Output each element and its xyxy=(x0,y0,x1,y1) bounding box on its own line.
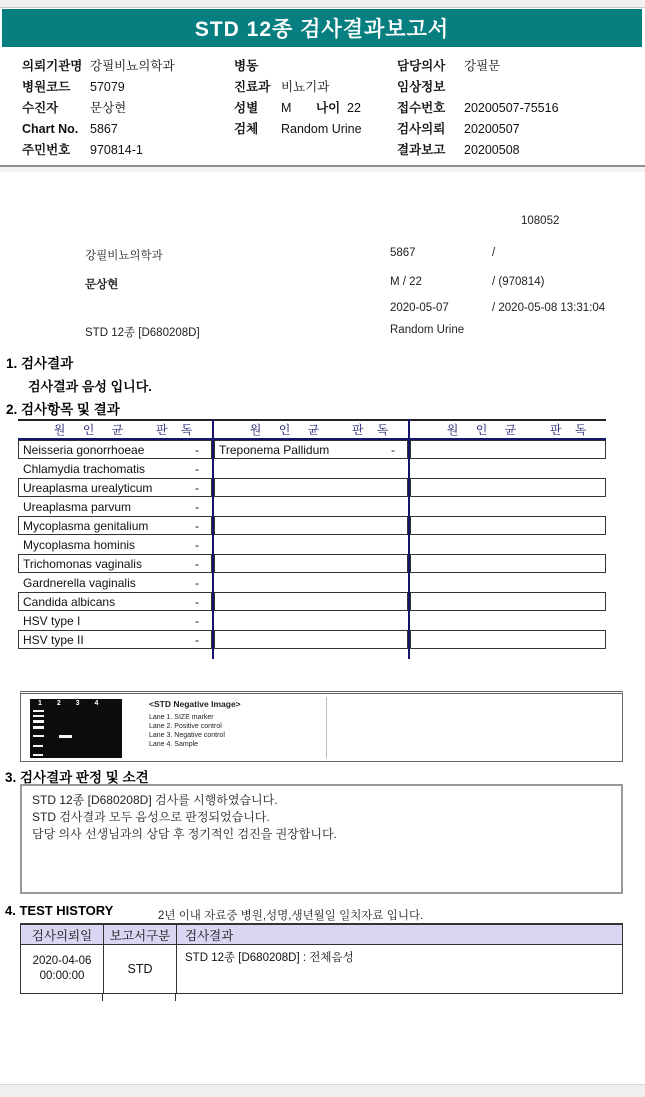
history-header-date: 검사의뢰일 xyxy=(21,925,104,944)
comment-line: STD 12종 [D680208D] 검사를 시행하였습니다. xyxy=(32,793,278,807)
doc-chart-no: 5867 xyxy=(390,247,416,259)
info-row xyxy=(22,98,175,119)
info-label: 검사의뢰 xyxy=(397,122,446,136)
gel-legend-line: Lane 2. Positive control xyxy=(149,723,222,730)
pathogen-name: Ureaplasma urealyticum xyxy=(23,480,153,495)
pathogen-name: Mycoplasma genitalium xyxy=(23,518,149,533)
info-label: 의뢰기관명 xyxy=(22,59,83,73)
gel-legend-line: Lane 4. Sample xyxy=(149,741,199,748)
pathogen-column-3 xyxy=(410,419,606,659)
info-row xyxy=(397,119,559,140)
test-history-table xyxy=(20,923,623,1001)
history-header-result: 검사결과 xyxy=(185,928,234,943)
pathogen-row xyxy=(18,554,212,573)
gel-band xyxy=(33,735,44,737)
info-row xyxy=(234,56,393,77)
pathogen-row xyxy=(214,554,408,573)
pathogen-name: Treponema Pallidum xyxy=(219,442,330,457)
info-value: Random Urine xyxy=(281,122,362,136)
pathogen-row xyxy=(214,573,408,592)
info-value: 5867 xyxy=(90,122,118,136)
organism-header: 원 인 균 xyxy=(53,423,131,437)
info-label: 진료과 xyxy=(234,80,271,94)
pathogen-row xyxy=(410,611,606,630)
info-row xyxy=(22,56,175,77)
section1-title: 1. 검사결과 xyxy=(6,356,74,371)
info-row xyxy=(234,119,393,140)
pathogen-result: - xyxy=(195,537,199,552)
pathogen-name: Gardnerella vaginalis xyxy=(23,575,136,590)
info-value: 20200508 xyxy=(464,143,520,157)
info-row xyxy=(22,77,175,98)
info-label: 임상정보 xyxy=(397,80,446,94)
history-table-stub xyxy=(20,994,623,1001)
section1-result-text: 검사결과 음성 입니다. xyxy=(28,379,152,394)
info-column-reception xyxy=(397,56,559,161)
info-row xyxy=(22,140,175,161)
pathogen-row xyxy=(410,535,606,554)
pathogen-row xyxy=(410,440,606,459)
history-time: 00:00:00 xyxy=(39,970,85,982)
info-row xyxy=(234,98,393,119)
pathogen-row xyxy=(18,630,212,649)
pathogen-name: HSV type II xyxy=(23,632,84,647)
history-body xyxy=(20,945,623,994)
info-label: 결과보고 xyxy=(397,143,446,157)
pathogen-result: - xyxy=(195,575,199,590)
info-row xyxy=(397,56,559,77)
pathogen-column-2 xyxy=(214,419,410,659)
info-value: 970814-1 xyxy=(90,143,143,157)
pathogen-row xyxy=(18,611,212,630)
info-value: 문상현 xyxy=(90,101,127,115)
gel-band xyxy=(33,720,44,723)
pathogen-name: Chlamydia trachomatis xyxy=(23,461,146,476)
organism-header: 원 인 균 xyxy=(249,423,327,437)
page-title: STD 12종 검사결과보고서 xyxy=(194,18,450,41)
pathogen-row xyxy=(214,459,408,478)
history-header-type: 보고서구분 xyxy=(104,925,177,944)
pathogen-column-1 xyxy=(18,419,214,659)
result-header: 판 독 xyxy=(550,423,592,437)
gel-sample-band xyxy=(59,735,72,738)
info-value: 강필문 xyxy=(464,59,501,73)
pathogen-row xyxy=(214,611,408,630)
pathogen-name: Neisseria gonorrhoeae xyxy=(23,442,145,457)
pathogen-row xyxy=(18,497,212,516)
info-column-clinical xyxy=(234,56,393,140)
pathogen-result: - xyxy=(391,442,395,457)
gel-legend xyxy=(149,700,241,749)
pathogen-row xyxy=(214,497,408,516)
pathogen-row xyxy=(410,630,606,649)
report-title-banner xyxy=(2,9,642,47)
info-value: 57079 xyxy=(90,80,125,94)
info-column-institution xyxy=(22,56,175,161)
pathogen-name: Ureaplasma parvum xyxy=(23,499,132,514)
info-label: 수진자 xyxy=(22,101,59,115)
info-row xyxy=(397,77,559,98)
info-label-secondary: 나이 xyxy=(316,101,341,115)
info-row xyxy=(22,119,175,140)
result-header: 판 독 xyxy=(156,423,198,437)
info-label: 주민번호 xyxy=(22,143,71,157)
pathogen-result: - xyxy=(195,613,199,628)
info-label: 병원코드 xyxy=(22,80,71,94)
bottom-strip xyxy=(0,1084,645,1097)
gel-band xyxy=(33,726,44,729)
section3-title: 3. 검사결과 판정 및 소견 xyxy=(5,770,149,785)
doc-sex-age: M / 22 xyxy=(390,276,422,288)
pathogen-row xyxy=(214,592,408,611)
pathogen-table-header xyxy=(18,419,212,440)
history-header-row xyxy=(20,923,623,945)
comment-box xyxy=(20,784,623,894)
pathogen-row xyxy=(410,516,606,535)
info-value: 비뇨기과 xyxy=(281,80,330,94)
pathogen-result: - xyxy=(195,480,199,495)
history-row xyxy=(20,945,623,994)
pathogen-result: - xyxy=(195,442,199,457)
pathogen-name: HSV type I xyxy=(23,613,81,628)
gel-lane-numbers: 1 2 3 4 xyxy=(38,700,99,707)
gel-electrophoresis-image xyxy=(30,699,122,758)
info-label: Chart No. xyxy=(22,122,79,136)
pathogen-row xyxy=(18,592,212,611)
history-date: 2020-04-06 xyxy=(32,955,92,967)
gel-image-box xyxy=(20,691,623,762)
pathogen-name: Mycoplasma hominis xyxy=(23,537,136,552)
gel-legend-line: Lane 3. Negative control xyxy=(149,732,225,739)
pathogen-result: - xyxy=(195,594,199,609)
section2-title: 2. 검사항목 및 결과 xyxy=(6,402,120,417)
gel-band xyxy=(33,745,43,747)
section4-note: 2년 이내 자료중 병원,성명,생년월일 일치자료 입니다. xyxy=(158,910,424,922)
pathogen-result: - xyxy=(195,632,199,647)
history-report-type: STD xyxy=(104,945,177,993)
doc-birth: / (970814) xyxy=(492,276,545,288)
pathogen-result: - xyxy=(195,556,199,571)
info-value: 강필비뇨의학과 xyxy=(90,59,175,73)
pathogen-row xyxy=(18,459,212,478)
history-date-cell xyxy=(21,945,104,993)
info-value: 20200507-75516 xyxy=(464,101,559,115)
pathogen-row xyxy=(410,478,606,497)
section4-title: 4. TEST HISTORY xyxy=(5,903,114,918)
pathogen-table-header xyxy=(410,419,606,440)
info-label: 병동 xyxy=(234,59,259,73)
pathogen-result: - xyxy=(195,499,199,514)
pathogen-table xyxy=(18,419,610,659)
comment-line: STD 검사결과 모두 음성으로 판정되었습니다. xyxy=(32,810,270,824)
pathogen-result: - xyxy=(195,461,199,476)
pathogen-row xyxy=(214,516,408,535)
gel-band xyxy=(33,754,43,756)
pathogen-row xyxy=(214,478,408,497)
top-strip xyxy=(0,0,645,8)
info-value-secondary: 22 xyxy=(347,101,361,115)
doc-request-date: 2020-05-07 xyxy=(390,302,449,314)
pathogen-row xyxy=(18,535,212,554)
pathogen-name: Trichomonas vaginalis xyxy=(23,556,142,571)
gel-band xyxy=(33,715,44,717)
pathogen-row xyxy=(410,459,606,478)
pathogen-row xyxy=(214,440,408,459)
header-divider-band xyxy=(0,167,645,172)
result-header: 판 독 xyxy=(352,423,394,437)
doc-separator: / xyxy=(492,247,496,259)
pathogen-row xyxy=(18,573,212,592)
doc-hospital: 강필비뇨의학과 xyxy=(85,250,163,262)
pathogen-row xyxy=(18,440,212,459)
info-row xyxy=(397,140,559,161)
doc-specimen: Random Urine xyxy=(390,324,465,336)
organism-header: 원 인 균 xyxy=(446,423,524,437)
gel-legend-line: Lane 1. SIZE marker xyxy=(149,714,214,721)
pathogen-row xyxy=(410,554,606,573)
pathogen-result: - xyxy=(195,518,199,533)
info-row xyxy=(397,98,559,119)
info-value: M xyxy=(281,101,292,115)
pathogen-row xyxy=(18,516,212,535)
info-row xyxy=(234,77,393,98)
info-label: 접수번호 xyxy=(397,101,446,115)
doc-patient-name: 문상현 xyxy=(85,279,119,291)
pathogen-row xyxy=(410,573,606,592)
comment-line: 담당 의사 선생님과의 상담 후 정기적인 검진을 권장합니다. xyxy=(32,827,337,841)
pathogen-row xyxy=(214,630,408,649)
doc-test-name: STD 12종 [D680208D] xyxy=(85,327,200,339)
pathogen-table-header xyxy=(214,419,408,440)
pathogen-name: Candida albicans xyxy=(23,594,116,609)
doc-report-datetime: / 2020-05-08 13:31:04 xyxy=(492,302,606,314)
info-label: 담당의사 xyxy=(397,59,446,73)
history-result: STD 12종 [D680208D] : 전체음성 xyxy=(185,952,354,964)
gel-band xyxy=(33,710,44,712)
pathogen-row xyxy=(18,478,212,497)
reference-number: 108052 xyxy=(521,215,560,227)
pathogen-row xyxy=(214,535,408,554)
pathogen-row xyxy=(410,497,606,516)
pathogen-row xyxy=(410,592,606,611)
info-label: 성별 xyxy=(234,101,259,115)
gel-box-divider xyxy=(326,697,327,758)
gel-legend-title: <STD Negative Image> xyxy=(149,699,241,709)
info-value: 20200507 xyxy=(464,122,520,136)
info-label: 검체 xyxy=(234,122,259,136)
